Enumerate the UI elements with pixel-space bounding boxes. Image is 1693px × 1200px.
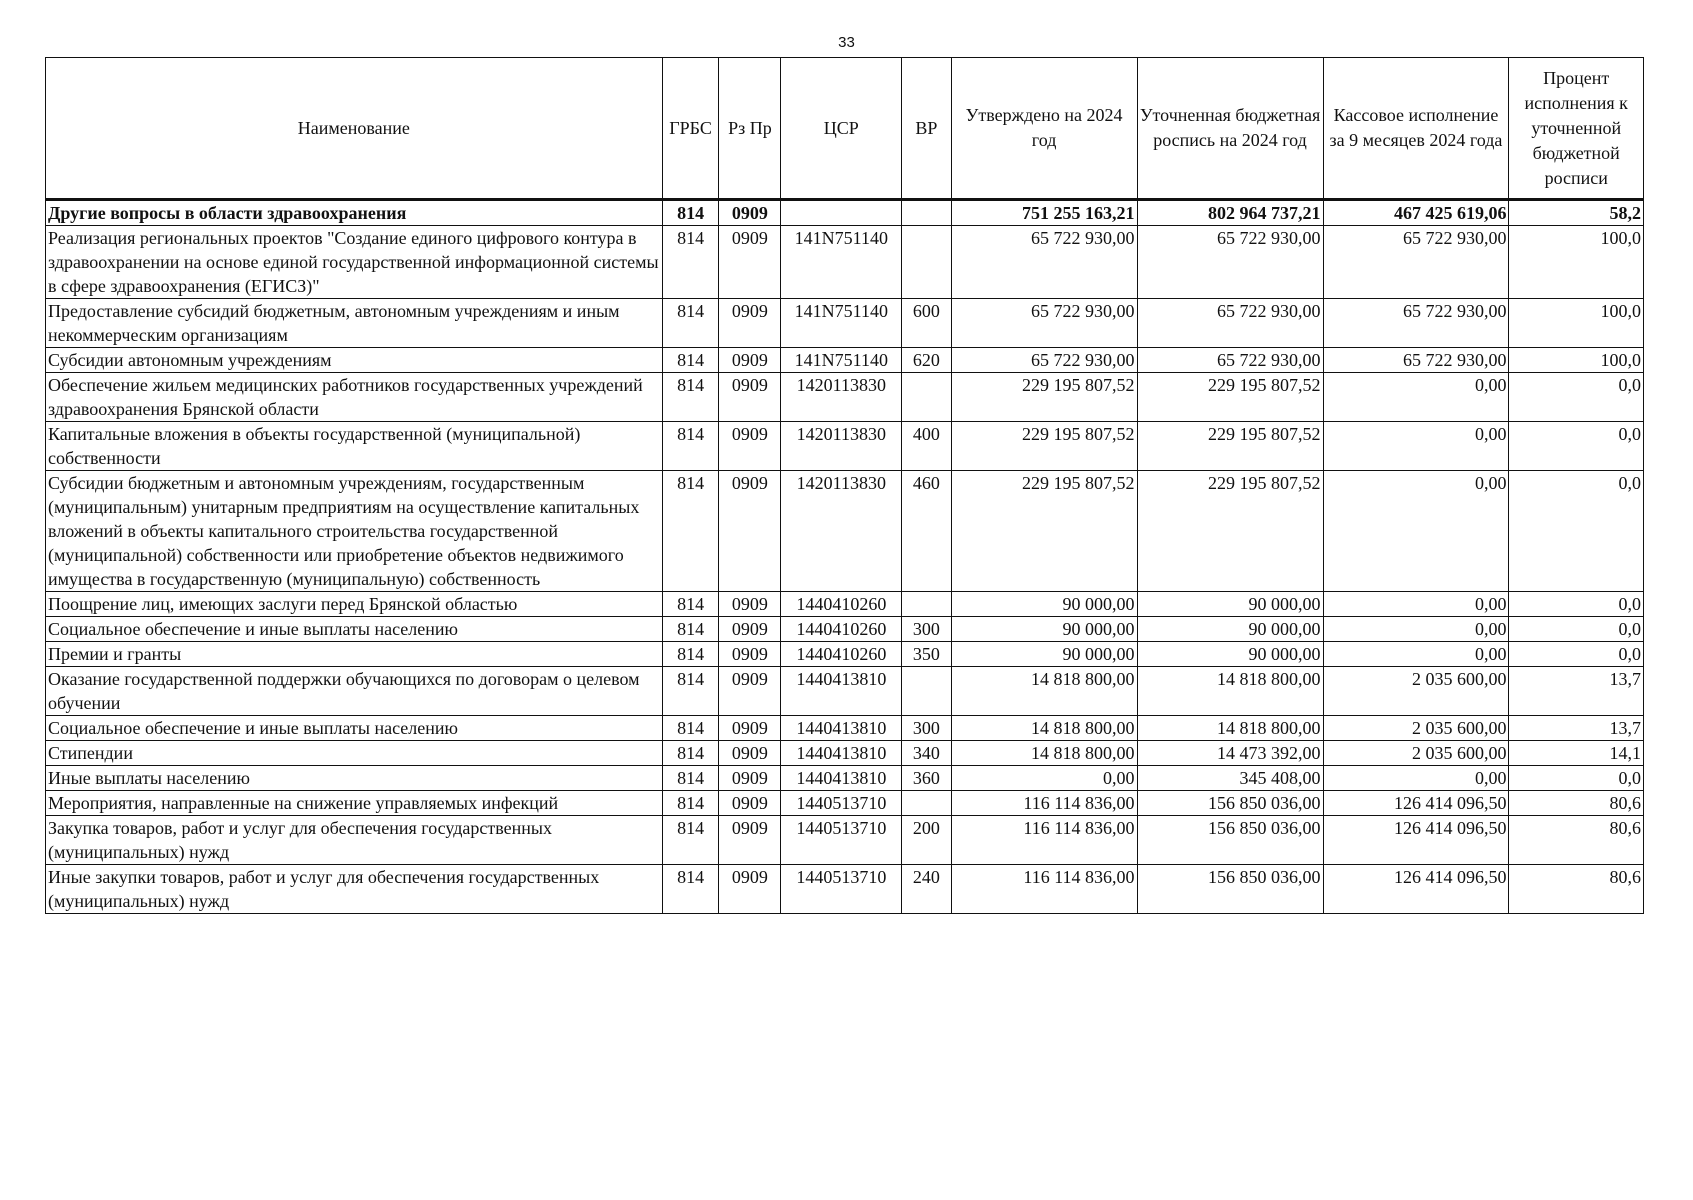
cell-vr (902, 226, 951, 299)
header-name: Наименование (46, 58, 663, 200)
cell-rzpr: 0909 (719, 200, 781, 226)
cell-rzpr: 0909 (719, 716, 781, 741)
cell-percent: 0,0 (1509, 471, 1644, 592)
cell-cash: 65 722 930,00 (1323, 348, 1509, 373)
cell-approved: 0,00 (951, 766, 1137, 791)
cell-vr: 460 (902, 471, 951, 592)
cell-cash: 0,00 (1323, 471, 1509, 592)
cell-cash: 0,00 (1323, 373, 1509, 422)
header-csr: ЦСР (781, 58, 902, 200)
table-row (46, 667, 1644, 716)
cell-vr (902, 373, 951, 422)
cell-percent: 80,6 (1509, 865, 1644, 914)
table-row (46, 716, 1644, 741)
table-row (46, 741, 1644, 766)
cell-vr (902, 791, 951, 816)
cell-csr: 1420113830 (781, 373, 902, 422)
cell-grbs: 814 (662, 865, 719, 914)
cell-csr: 1440413810 (781, 741, 902, 766)
cell-refined: 229 195 807,52 (1137, 422, 1323, 471)
cell-approved: 229 195 807,52 (951, 471, 1137, 592)
cell-rzpr: 0909 (719, 299, 781, 348)
cell-percent: 80,6 (1509, 791, 1644, 816)
cell-rzpr: 0909 (719, 791, 781, 816)
cell-refined: 65 722 930,00 (1137, 226, 1323, 299)
cell-grbs: 814 (662, 299, 719, 348)
cell-name: Стипендии (46, 741, 663, 766)
cell-grbs: 814 (662, 667, 719, 716)
cell-name: Предоставление субсидий бюджетным, автономным учреждениям и иным некоммерческим организациям (46, 299, 663, 348)
cell-refined: 90 000,00 (1137, 617, 1323, 642)
cell-approved: 14 818 800,00 (951, 741, 1137, 766)
cell-approved: 90 000,00 (951, 617, 1137, 642)
cell-vr: 360 (902, 766, 951, 791)
cell-percent: 0,0 (1509, 617, 1644, 642)
cell-approved: 65 722 930,00 (951, 226, 1137, 299)
cell-csr: 1440410260 (781, 642, 902, 667)
cell-percent: 0,0 (1509, 373, 1644, 422)
header-vr: ВР (902, 58, 951, 200)
cell-csr: 1420113830 (781, 471, 902, 592)
cell-name: Мероприятия, направленные на снижение управляемых инфекций (46, 791, 663, 816)
cell-csr: 1440413810 (781, 667, 902, 716)
cell-approved: 65 722 930,00 (951, 348, 1137, 373)
cell-vr: 400 (902, 422, 951, 471)
cell-name: Капитальные вложения в объекты государственной (муниципальной) собственности (46, 422, 663, 471)
cell-csr: 1440410260 (781, 592, 902, 617)
cell-vr (902, 592, 951, 617)
cell-percent: 100,0 (1509, 299, 1644, 348)
cell-name: Премии и гранты (46, 642, 663, 667)
cell-rzpr: 0909 (719, 226, 781, 299)
cell-rzpr: 0909 (719, 373, 781, 422)
cell-refined: 156 850 036,00 (1137, 791, 1323, 816)
cell-rzpr: 0909 (719, 741, 781, 766)
header-rzpr: Рз Пр (719, 58, 781, 200)
cell-approved: 229 195 807,52 (951, 373, 1137, 422)
cell-grbs: 814 (662, 422, 719, 471)
table-row (46, 373, 1644, 422)
cell-cash: 126 414 096,50 (1323, 816, 1509, 865)
header-cash: Кассовое исполнение за 9 месяцев 2024 года (1323, 58, 1509, 200)
cell-rzpr: 0909 (719, 816, 781, 865)
cell-refined: 65 722 930,00 (1137, 299, 1323, 348)
cell-csr: 1440513710 (781, 816, 902, 865)
cell-grbs: 814 (662, 200, 719, 226)
cell-rzpr: 0909 (719, 865, 781, 914)
table-row (46, 642, 1644, 667)
cell-approved: 14 818 800,00 (951, 667, 1137, 716)
cell-csr: 141N751140 (781, 348, 902, 373)
cell-csr: 141N751140 (781, 226, 902, 299)
cell-grbs: 814 (662, 766, 719, 791)
cell-name: Социальное обеспечение и иные выплаты населению (46, 617, 663, 642)
cell-refined: 802 964 737,21 (1137, 200, 1323, 226)
cell-name: Реализация региональных проектов "Создание единого цифрового контура в здравоохранении на основе единой государственной информационной системы в сфере здравоохранения (ЕГИСЗ)" (46, 226, 663, 299)
cell-refined: 345 408,00 (1137, 766, 1323, 791)
cell-grbs: 814 (662, 373, 719, 422)
header-refined: Уточненная бюджетная роспись на 2024 год (1137, 58, 1323, 200)
cell-approved: 14 818 800,00 (951, 716, 1137, 741)
cell-vr (902, 200, 951, 226)
cell-refined: 90 000,00 (1137, 642, 1323, 667)
cell-approved: 90 000,00 (951, 642, 1137, 667)
cell-grbs: 814 (662, 471, 719, 592)
cell-name: Другие вопросы в области здравоохранения (46, 200, 663, 226)
cell-approved: 116 114 836,00 (951, 791, 1137, 816)
cell-name: Иные закупки товаров, работ и услуг для обеспечения государственных (муниципальных) нужд (46, 865, 663, 914)
cell-percent: 0,0 (1509, 592, 1644, 617)
cell-rzpr: 0909 (719, 617, 781, 642)
cell-refined: 14 473 392,00 (1137, 741, 1323, 766)
cell-grbs: 814 (662, 226, 719, 299)
cell-csr: 1440513710 (781, 865, 902, 914)
cell-name: Социальное обеспечение и иные выплаты населению (46, 716, 663, 741)
cell-percent: 100,0 (1509, 348, 1644, 373)
cell-cash: 126 414 096,50 (1323, 865, 1509, 914)
cell-approved: 116 114 836,00 (951, 865, 1137, 914)
cell-percent: 0,0 (1509, 422, 1644, 471)
cell-grbs: 814 (662, 716, 719, 741)
cell-name: Закупка товаров, работ и услуг для обеспечения государственных (муниципальных) нужд (46, 816, 663, 865)
cell-rzpr: 0909 (719, 766, 781, 791)
cell-grbs: 814 (662, 642, 719, 667)
table-row (46, 791, 1644, 816)
table-row (46, 766, 1644, 791)
cell-grbs: 814 (662, 592, 719, 617)
cell-refined: 156 850 036,00 (1137, 865, 1323, 914)
cell-refined: 14 818 800,00 (1137, 667, 1323, 716)
cell-grbs: 814 (662, 741, 719, 766)
cell-percent: 80,6 (1509, 816, 1644, 865)
table-header-row (46, 58, 1644, 200)
cell-approved: 751 255 163,21 (951, 200, 1137, 226)
table-row (46, 816, 1644, 865)
cell-csr: 1440413810 (781, 716, 902, 741)
page-number: 33 (838, 34, 855, 51)
cell-cash: 0,00 (1323, 617, 1509, 642)
cell-rzpr: 0909 (719, 422, 781, 471)
cell-percent: 100,0 (1509, 226, 1644, 299)
cell-cash: 126 414 096,50 (1323, 791, 1509, 816)
cell-rzpr: 0909 (719, 667, 781, 716)
table-row (46, 617, 1644, 642)
table-row (46, 226, 1644, 299)
cell-vr: 240 (902, 865, 951, 914)
cell-vr: 300 (902, 716, 951, 741)
cell-name: Обеспечение жильем медицинских работников государственных учреждений здравоохранения Брянской области (46, 373, 663, 422)
table-body (46, 200, 1644, 914)
cell-vr: 340 (902, 741, 951, 766)
cell-grbs: 814 (662, 816, 719, 865)
cell-percent: 13,7 (1509, 667, 1644, 716)
header-grbs: ГРБС (662, 58, 719, 200)
cell-approved: 229 195 807,52 (951, 422, 1137, 471)
cell-name: Поощрение лиц, имеющих заслуги перед Брянской областью (46, 592, 663, 617)
table-row (46, 471, 1644, 592)
cell-cash: 0,00 (1323, 766, 1509, 791)
cell-grbs: 814 (662, 791, 719, 816)
cell-cash: 0,00 (1323, 592, 1509, 617)
cell-csr: 1440410260 (781, 617, 902, 642)
table-row (46, 422, 1644, 471)
cell-refined: 156 850 036,00 (1137, 816, 1323, 865)
cell-refined: 229 195 807,52 (1137, 373, 1323, 422)
cell-cash: 0,00 (1323, 642, 1509, 667)
cell-name: Субсидии бюджетным и автономным учреждениям, государственным (муниципальным) унитарным предприятиям на осуществление капитальных вложений в объекты капитального строительства государственной (муниципальной) собственности или приобретение объектов недвижимого имущества в государственную (муниципальную) собственность (46, 471, 663, 592)
cell-grbs: 814 (662, 617, 719, 642)
cell-cash: 65 722 930,00 (1323, 299, 1509, 348)
cell-cash: 467 425 619,06 (1323, 200, 1509, 226)
cell-vr: 300 (902, 617, 951, 642)
cell-approved: 90 000,00 (951, 592, 1137, 617)
cell-rzpr: 0909 (719, 592, 781, 617)
cell-approved: 65 722 930,00 (951, 299, 1137, 348)
cell-refined: 90 000,00 (1137, 592, 1323, 617)
cell-refined: 14 818 800,00 (1137, 716, 1323, 741)
table-row (46, 200, 1644, 226)
cell-vr: 350 (902, 642, 951, 667)
cell-name: Субсидии автономным учреждениям (46, 348, 663, 373)
cell-vr: 600 (902, 299, 951, 348)
table-row (46, 865, 1644, 914)
cell-rzpr: 0909 (719, 348, 781, 373)
header-approved: Утверждено на 2024 год (951, 58, 1137, 200)
header-percent: Процент исполнения к уточненной бюджетной росписи (1509, 58, 1644, 200)
cell-vr: 200 (902, 816, 951, 865)
cell-refined: 65 722 930,00 (1137, 348, 1323, 373)
cell-refined: 229 195 807,52 (1137, 471, 1323, 592)
cell-csr: 1440513710 (781, 791, 902, 816)
budget-table (45, 57, 1644, 914)
cell-name: Оказание государственной поддержки обучающихся по договорам о целевом обучении (46, 667, 663, 716)
cell-cash: 2 035 600,00 (1323, 741, 1509, 766)
cell-percent: 0,0 (1509, 642, 1644, 667)
cell-cash: 65 722 930,00 (1323, 226, 1509, 299)
cell-rzpr: 0909 (719, 471, 781, 592)
cell-name: Иные выплаты населению (46, 766, 663, 791)
cell-csr: 1420113830 (781, 422, 902, 471)
table-row (46, 348, 1644, 373)
cell-vr (902, 667, 951, 716)
cell-percent: 14,1 (1509, 741, 1644, 766)
cell-percent: 0,0 (1509, 766, 1644, 791)
table-row (46, 592, 1644, 617)
cell-rzpr: 0909 (719, 642, 781, 667)
table-row (46, 299, 1644, 348)
cell-cash: 2 035 600,00 (1323, 667, 1509, 716)
cell-percent: 13,7 (1509, 716, 1644, 741)
cell-csr: 1440413810 (781, 766, 902, 791)
cell-csr (781, 200, 902, 226)
cell-vr: 620 (902, 348, 951, 373)
cell-percent: 58,2 (1509, 200, 1644, 226)
cell-grbs: 814 (662, 348, 719, 373)
cell-cash: 2 035 600,00 (1323, 716, 1509, 741)
cell-csr: 141N751140 (781, 299, 902, 348)
cell-cash: 0,00 (1323, 422, 1509, 471)
cell-approved: 116 114 836,00 (951, 816, 1137, 865)
